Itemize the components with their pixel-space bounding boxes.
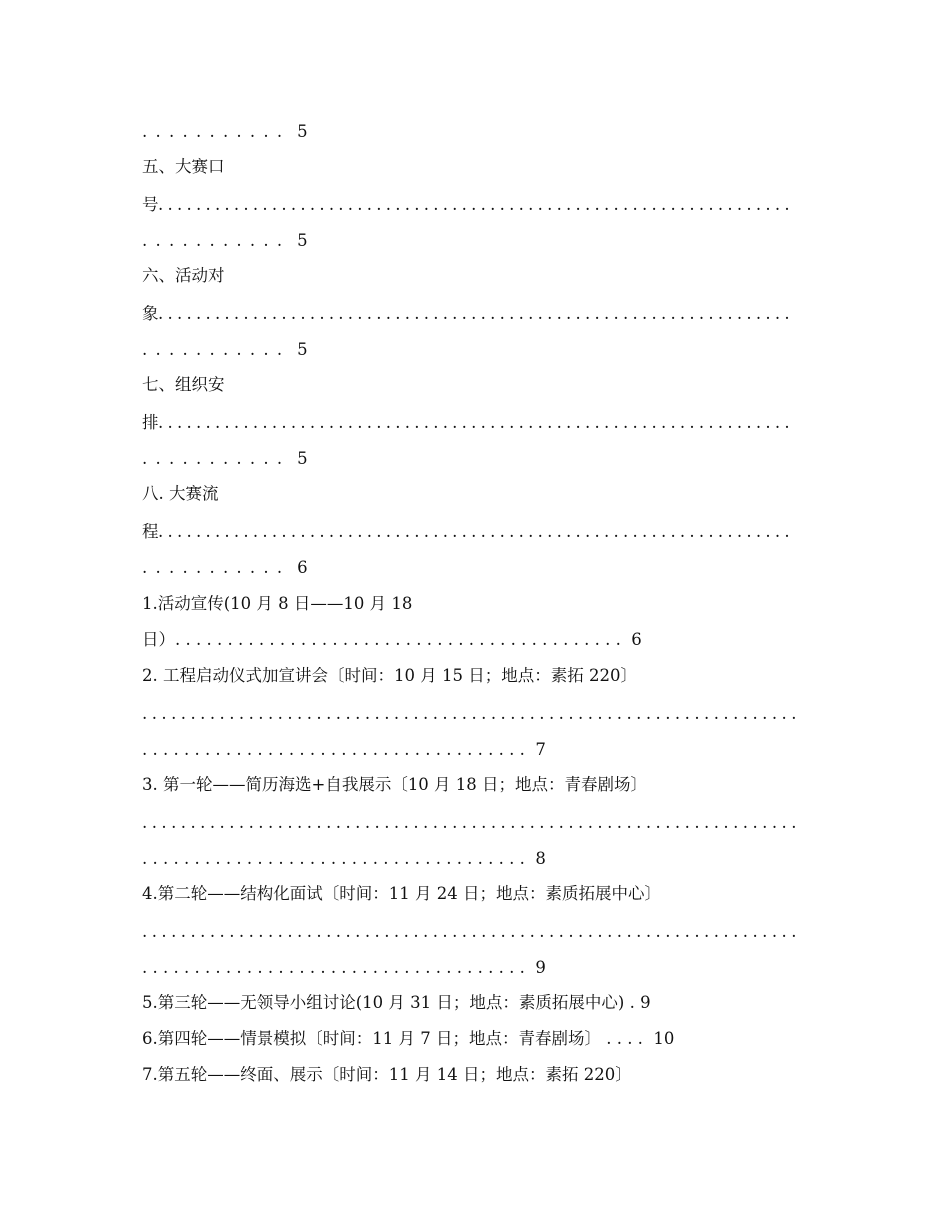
toc-leader-line: . . . . . . . . . . . . . . . . . . . . . . . . . . . . . . . . . . . . . 8: [142, 849, 546, 868]
toc-leader-line: . . . . . . . . . . . . . . . . . . . . . . . . . . . . . . . . . . . . . . . . . . . . . . . . . . . . . . . . . . . . . . . . . . . .: [142, 813, 797, 832]
toc-entry-title: 1.活动宣传(10 月 8 日——10 月 18: [142, 594, 413, 613]
toc-leader-line: . . . . . . . . . . . 5: [142, 449, 310, 468]
toc-entry-title: 2. 工程启动仪式加宣讲会〔时间：10 月 15 日；地点：素拓 220〕: [142, 666, 637, 685]
toc-leader-line: . . . . . . . . . . . 5: [142, 122, 310, 141]
toc-entry-title: 6.第四轮——情景模拟〔时间：11 月 7 日；地点：青春剧场〕 . . . . 10: [142, 1029, 675, 1048]
toc-leader-line: 日）. . . . . . . . . . . . . . . . . . . . . . . . . . . . . . . . . . . . . . . . . . . 6: [142, 630, 642, 649]
toc-entry-title: 5.第三轮——无领导小组讨论(10 月 31 日；地点：素质拓展中心) . 9: [142, 993, 651, 1012]
toc-leader-line: . . . . . . . . . . . . . . . . . . . . . . . . . . . . . . . . . . . . . 7: [142, 740, 546, 759]
toc-leader-line: . . . . . . . . . . . 5: [142, 231, 310, 250]
toc-entry-title: 4.第二轮——结构化面试〔时间：11 月 24 日；地点：素质拓展中心〕: [142, 884, 661, 903]
toc-leader-line: 排. . . . . . . . . . . . . . . . . . . . . . . . . . . . . . . . . . . . . . . . . . . . . . . . . . . . . . . . . . . . . . . . . . .: [142, 413, 790, 432]
toc-entry-title: 3. 第一轮——简历海选+自我展示〔10 月 18 日；地点：青春剧场〕: [142, 775, 648, 794]
toc-entry-title: 八. 大赛流: [142, 484, 219, 503]
toc-entry-title: 六、活动对: [142, 266, 225, 285]
toc-leader-line: . . . . . . . . . . . . . . . . . . . . . . . . . . . . . . . . . . . . . 9: [142, 958, 546, 977]
toc-leader-line: 象. . . . . . . . . . . . . . . . . . . . . . . . . . . . . . . . . . . . . . . . . . . . . . . . . . . . . . . . . . . . . . . . . . .: [142, 304, 790, 323]
toc-entry-title: 五、大赛口: [142, 157, 225, 176]
toc-entry-title: 七、组织安: [142, 375, 225, 394]
toc-leader-line: . . . . . . . . . . . . . . . . . . . . . . . . . . . . . . . . . . . . . . . . . . . . . . . . . . . . . . . . . . . . . . . . . . . .: [142, 704, 797, 723]
toc-leader-line: 程. . . . . . . . . . . . . . . . . . . . . . . . . . . . . . . . . . . . . . . . . . . . . . . . . . . . . . . . . . . . . . . . . . .: [142, 522, 790, 541]
toc-leader-line: . . . . . . . . . . . 5: [142, 340, 310, 359]
toc-entry-title: 7.第五轮——终面、展示〔时间：11 月 14 日；地点：素拓 220〕: [142, 1065, 632, 1084]
toc-leader-line: . . . . . . . . . . . 6: [142, 558, 310, 577]
toc-leader-line: 号. . . . . . . . . . . . . . . . . . . . . . . . . . . . . . . . . . . . . . . . . . . . . . . . . . . . . . . . . . . . . . . . . . .: [142, 195, 790, 214]
toc-leader-line: . . . . . . . . . . . . . . . . . . . . . . . . . . . . . . . . . . . . . . . . . . . . . . . . . . . . . . . . . . . . . . . . . . . .: [142, 922, 797, 941]
